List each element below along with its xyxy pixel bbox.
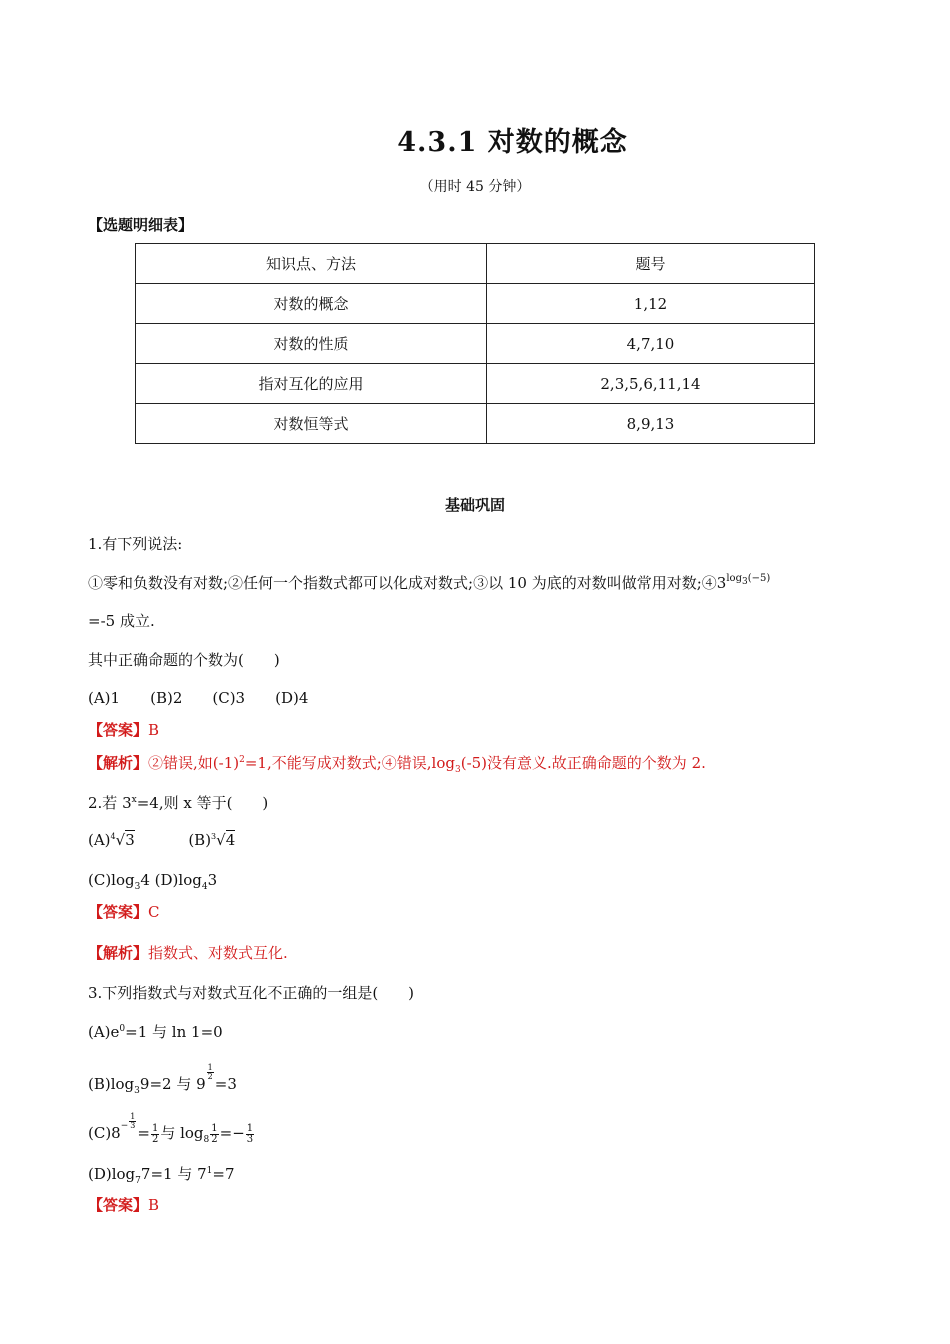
header-question-no: 题号: [487, 244, 815, 284]
q1-option-b: (B)2: [150, 689, 183, 707]
q2-options-ab: [88, 831, 235, 849]
section-heading: 基础巩固: [444, 496, 505, 514]
detail-table-heading: 【选题明细表】: [88, 216, 194, 234]
table-row: [136, 364, 815, 404]
q3-option-d: $(D)\log_77=1$ 与 $7^1=7$: [88, 1165, 235, 1186]
q2-option-b: $(B)^3√4$: [188, 831, 236, 849]
table-header-row: [136, 244, 815, 284]
topic-cell: 对数的概念: [136, 284, 487, 324]
q1-option-d: (D)4: [275, 689, 309, 707]
q1-exponent: log3(−5): [726, 573, 771, 587]
question-cell: 1,12: [487, 284, 815, 324]
topic-cell: 对数的性质: [136, 324, 487, 364]
q1-stem: 1.有下列说法:: [88, 535, 183, 553]
table-row: [136, 284, 815, 324]
table-row: [136, 404, 815, 444]
question-cell: 2,3,5,6,11,14: [487, 364, 815, 404]
q1-statements-cont: =-5 成立.: [88, 612, 155, 630]
topic-question-table: [135, 243, 815, 444]
topic-cell: 对数恒等式: [136, 404, 487, 444]
q1-analysis: 【解析】②错误,如$(-1)^2=1$,不能写成对数式;④错误$,\log_3(-5)$没有意义.故正确命题的个数为 2.: [88, 754, 706, 775]
q3-option-a: $(A)e^0=1$ 与 ln 1=0: [88, 1023, 223, 1041]
question-cell: 4,7,10: [487, 324, 815, 364]
q1-option-a: (A)1: [88, 689, 121, 707]
q3-option-c: (C)8− $\frac{1}{3}$ = $\frac{1}{2}$ 与 $\log_8$ $\frac{1}{2}$ =− $\frac{1}{3}$: [88, 1112, 254, 1145]
q2-analysis: 【解析】指数式、对数式互化.: [88, 944, 288, 962]
q3-answer: 【答案】B: [88, 1196, 160, 1214]
q2-stem: 2.若 $3^x=4$,则 x 等于( ): [88, 794, 269, 812]
time-limit: （用时 45 分钟）: [419, 179, 531, 195]
q1-answer: 【答案】B: [88, 721, 160, 739]
q1-question: 其中正确命题的个数为( ): [88, 651, 280, 669]
q3-stem: 3.下列指数式与对数式互化不正确的一组是( ): [88, 984, 415, 1002]
q2-options-cd: $(C)\log_34$ $(D)\log_43$: [88, 871, 218, 892]
q2-answer: 【答案】C: [88, 903, 160, 921]
table-row: [136, 324, 815, 364]
q2-option-a: $(A)^4√3$: [88, 831, 135, 849]
page-title: 4.3.1 对数的概念: [397, 127, 628, 158]
q3-option-b: $(B)\log_39=2$ 与 9 $\frac{1}{2}$ =3: [88, 1063, 237, 1096]
topic-cell: 指对互化的应用: [136, 364, 487, 404]
q1-option-c: (C)3: [212, 689, 246, 707]
q1-statements: ①零和负数没有对数;②任何一个指数式都可以化成对数式;③以 10 为底的对数叫做常用对数$;④3^{log_3(-5)}$: [88, 573, 771, 592]
question-cell: 8,9,13: [487, 404, 815, 444]
q1-options: [88, 689, 308, 707]
header-topic: 知识点、方法: [136, 244, 487, 284]
